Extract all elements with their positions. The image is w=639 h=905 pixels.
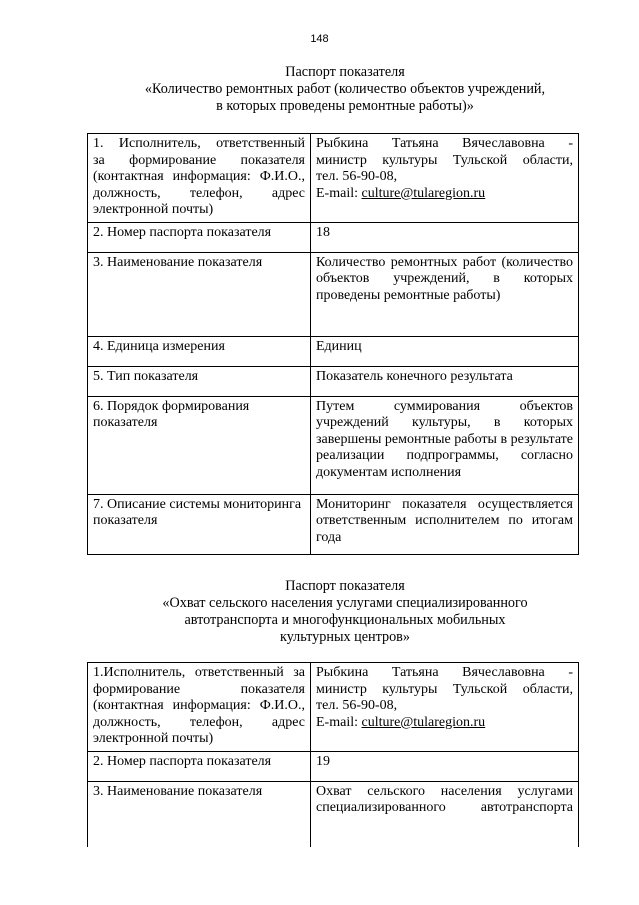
label-line: (контактная информация: Ф.И.О., (93, 169, 305, 184)
value-line: министр культуры Тульской области, (316, 681, 573, 697)
passport-heading (60, 578, 630, 646)
table-row (88, 336, 579, 366)
row-value: Количество ремонтных работ (количество объектов учреждений, в которых проведены ремонтные работы) (311, 252, 579, 336)
value-line: Рыбкина Татьяна Вячеславовна - (316, 665, 573, 680)
table-row (88, 663, 579, 752)
email-line (316, 186, 573, 203)
label-line: формирование показателя (93, 681, 305, 697)
passport-subtitle-line: автотранспорта и многофункциональных мобильных (184, 612, 506, 628)
table-row (88, 781, 579, 847)
label-line: 1. Исполнитель, ответственный (93, 136, 305, 151)
label-line: электронной почты) (93, 202, 214, 217)
passport-table (87, 133, 579, 555)
table-row (88, 222, 579, 252)
label-line: должность, телефон, адрес (93, 714, 305, 730)
row-value (311, 781, 579, 847)
value-line: министр культуры Тульской области, (316, 152, 573, 168)
passport-title: Паспорт показателя (285, 64, 405, 80)
passport-subtitle-line: «Количество ремонтных работ (количество объектов учреждений, (144, 81, 546, 97)
value-line: Рыбкина Татьяна Вячеславовна - (316, 136, 573, 151)
row-value: 19 (311, 751, 579, 781)
table-row (88, 134, 579, 223)
email-link[interactable]: culture@tularegion.ru (361, 714, 486, 730)
value-line: тел. 56-90-08, (316, 698, 398, 713)
passport-subtitle-line: в которых проведены ремонтные работы)» (216, 98, 474, 114)
passport-table (87, 662, 579, 847)
value-line: тел. 56-90-08, (316, 169, 398, 184)
row-value: Путем суммирования объектов учреждений культуры, в которых завершены ремонтные работы в результате реализации подпрограммы, согласно документам исполнения (311, 396, 579, 494)
row-value: Единиц (311, 336, 579, 366)
table-row (88, 366, 579, 396)
label-line: должность, телефон, адрес (93, 185, 305, 201)
page-number: 148 (310, 33, 329, 45)
passport-heading (60, 64, 630, 115)
label-line: за формирование показателя (93, 152, 305, 168)
row-value (311, 134, 579, 223)
table-row (88, 252, 579, 336)
passport-title: Паспорт показателя (285, 578, 405, 594)
passport-subtitle-line: «Охват сельского населения услугами специализированного (162, 595, 528, 611)
row-label: 4. Единица измерения (88, 336, 311, 366)
row-label: 7. Описание системы мониторинга показателя (88, 494, 311, 554)
label-line: электронной почты) (93, 731, 214, 746)
row-label: 2. Номер паспорта показателя (88, 751, 311, 781)
row-label: 6. Порядок формирования показателя (88, 396, 311, 494)
row-label: 3. Наименование показателя (88, 781, 311, 847)
row-label: 2. Номер паспорта показателя (88, 222, 311, 252)
table-row (88, 396, 579, 494)
email-link[interactable]: culture@tularegion.ru (361, 185, 486, 201)
row-value (311, 663, 579, 752)
row-label: 3. Наименование показателя (88, 252, 311, 336)
table-row (88, 751, 579, 781)
row-value: Показатель конечного результата (311, 366, 579, 396)
row-value: Мониторинг показателя осуществляется ответственным исполнителем по итогам года (311, 494, 579, 554)
email-line (316, 715, 573, 732)
label-line: 1.Исполнитель, ответственный за (93, 665, 305, 680)
passport-subtitle-line: культурных центров» (280, 629, 410, 645)
row-label: 5. Тип показателя (88, 366, 311, 396)
table-row (88, 494, 579, 554)
row-label (88, 663, 311, 752)
email-prefix: E-mail: (316, 714, 362, 730)
email-prefix: E-mail: (316, 185, 362, 201)
value-line: специализированного автотранспорта (316, 800, 573, 815)
label-line: (контактная информация: Ф.И.О., (93, 698, 305, 713)
row-label (88, 134, 311, 223)
value-line: Охват сельского населения услугами (316, 783, 573, 799)
row-value: 18 (311, 222, 579, 252)
